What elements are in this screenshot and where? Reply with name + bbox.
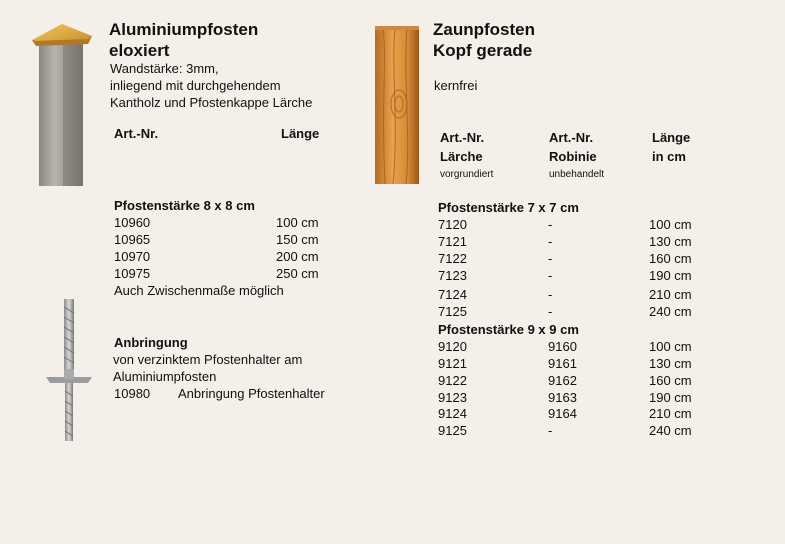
art-nr-robinie: - (548, 268, 553, 283)
title-line: eloxiert (109, 41, 170, 60)
art-nr-laerche: 7120 (438, 217, 467, 232)
length: 210 cm (649, 287, 692, 302)
product-description: Anbringung Pfostenhalter (178, 386, 325, 401)
desc-line: Kantholz und Pfostenkappe Lärche (110, 95, 313, 110)
art-nr-laerche: 9124 (438, 406, 467, 421)
header-note: unbehandelt (549, 169, 605, 180)
length: 130 cm (649, 234, 692, 249)
length: 100 cm (649, 339, 692, 354)
zaunpfosten-description: kernfrei (434, 78, 478, 93)
aluminium-description (110, 60, 312, 111)
art-nr-laerche: 9121 (438, 356, 467, 371)
table-row (438, 372, 698, 389)
post-holder-image (44, 297, 96, 445)
header-line: Robinie (549, 149, 597, 164)
header-line: Länge (652, 130, 691, 145)
art-nr-robinie: 9161 (548, 356, 577, 371)
art-nr-robinie: 9164 (548, 406, 577, 421)
wooden-post-image (373, 24, 421, 186)
header-line: Art.-Nr. (440, 130, 485, 145)
art-nr: 10970 (114, 249, 151, 264)
table-row (114, 265, 334, 282)
table-row (438, 286, 698, 303)
art-nr-robinie: - (548, 217, 553, 232)
art-nr: 10975 (114, 266, 151, 281)
art-nr-robinie: - (548, 304, 553, 319)
col-header-laenge (652, 128, 690, 166)
col-header-art-laerche (440, 128, 493, 181)
note: Auch Zwischenmaße möglich (114, 283, 284, 298)
table-row (114, 248, 334, 265)
length: 190 cm (649, 390, 692, 405)
length: 100 cm (649, 217, 692, 232)
art-nr-laerche: 7122 (438, 251, 467, 266)
table-row (438, 233, 698, 250)
length: 100 cm (276, 215, 319, 230)
section-title: Pfostenstärke 7 x 7 cm (438, 200, 579, 215)
length: 200 cm (276, 249, 319, 264)
art-nr-laerche: 9122 (438, 373, 467, 388)
table-row (114, 214, 334, 231)
table-row (438, 405, 698, 422)
art-nr-robinie: 9162 (548, 373, 577, 388)
art-nr-robinie: - (548, 251, 553, 266)
art-nr-laerche: 9120 (438, 339, 467, 354)
art-nr-robinie: 9163 (548, 390, 577, 405)
table-row (438, 216, 698, 233)
table-row (438, 389, 698, 406)
art-nr-laerche: 9123 (438, 390, 467, 405)
anbringung-line: Aluminiumpfosten (113, 369, 217, 384)
table-row (438, 250, 698, 267)
aluminium-title (109, 19, 258, 61)
art-nr-laerche: 7121 (438, 234, 467, 249)
art-nr-laerche: 9125 (438, 423, 467, 438)
desc-line: inliegend mit durchgehendem (110, 78, 281, 93)
length: 240 cm (649, 423, 692, 438)
section-title: Pfostenstärke 8 x 8 cm (114, 198, 255, 213)
table-row (114, 231, 334, 248)
header-line: Lärche (440, 149, 483, 164)
col-header-art: Art.-Nr. (114, 126, 159, 141)
art-nr-laerche: 7124 (438, 287, 467, 302)
anbringung-description (113, 351, 302, 385)
desc-line: Wandstärke: 3mm, (110, 61, 219, 76)
length: 250 cm (276, 266, 319, 281)
art-nr: 10965 (114, 232, 151, 247)
anbringung-line: von verzinktem Pfostenhalter am (113, 352, 303, 367)
length: 210 cm (649, 406, 692, 421)
art-nr-robinie: - (548, 423, 553, 438)
art-nr-robinie: - (548, 234, 553, 249)
col-header-art-robinie (549, 128, 604, 181)
header-note: vorgrundiert (440, 169, 494, 180)
length: 150 cm (276, 232, 319, 247)
title-line: Kopf gerade (433, 41, 533, 60)
aluminium-post-image (30, 22, 94, 188)
length: 190 cm (649, 268, 692, 283)
length: 130 cm (649, 356, 692, 371)
length: 240 cm (649, 304, 692, 319)
table-row (438, 338, 698, 355)
header-line: Art.-Nr. (549, 130, 594, 145)
table-row (114, 385, 354, 402)
art-nr-laerche: 7125 (438, 304, 467, 319)
zaunpfosten-title (433, 19, 535, 61)
length: 160 cm (649, 251, 692, 266)
anbringung-title: Anbringung (114, 335, 188, 350)
title-line: Zaunpfosten (433, 20, 535, 39)
table-row (438, 267, 698, 284)
art-nr-robinie: - (548, 287, 553, 302)
art-nr-robinie: 9160 (548, 339, 577, 354)
table-row (438, 303, 698, 320)
table-row (438, 422, 698, 439)
table-row (438, 355, 698, 372)
section-title: Pfostenstärke 9 x 9 cm (438, 322, 579, 337)
art-nr: 10960 (114, 215, 151, 230)
art-nr-laerche: 7123 (438, 268, 467, 283)
title-line: Aluminiumpfosten (109, 20, 259, 39)
col-header-laenge: Länge (281, 126, 320, 141)
header-line: in cm (652, 149, 686, 164)
length: 160 cm (649, 373, 692, 388)
art-nr: 10980 (114, 386, 151, 401)
